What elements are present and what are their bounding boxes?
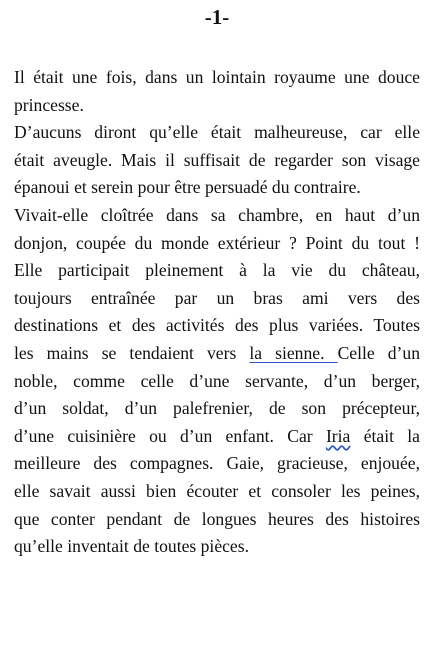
text-segment: d’une cuisinière ou d’un enfant. Car [14, 425, 326, 446]
text-line-with-spellcheck [14, 423, 420, 451]
story-text [14, 64, 420, 561]
text-segment: Celle d’un [337, 342, 421, 363]
spellcheck-marked-word: Iria [325, 425, 351, 446]
text-line: donjon, coupée du monde extérieur ? Point du tout ! [14, 232, 420, 253]
text-line: D’aucuns diront qu’elle était malheureuse, car elle [14, 122, 420, 143]
text-line: épanoui et serein pour être persuadé du contraire. [14, 177, 361, 198]
text-line: était aveugle. Mais il suffisait de regarder son visage [14, 149, 420, 170]
text-line: elle savait aussi bien écouter et consoler les peines, [14, 480, 420, 501]
page-number: -1- [204, 5, 230, 29]
text-line: d’un soldat, d’un palefrenier, de son précepteur, [14, 398, 420, 419]
text-segment: était la [350, 425, 420, 446]
text-line: Elle participait pleinement à la vie du château, [14, 260, 420, 281]
text-line-with-underline [14, 340, 420, 368]
text-line: destinations et des activités des plus variées. Toutes [14, 315, 420, 336]
text-segment: les mains se tendaient vers [14, 342, 250, 363]
text-line: que conter pendant de longues heures des histoires [14, 508, 420, 529]
underlined-text: la sienne. [249, 342, 338, 363]
text-line: Il était une fois, dans un lointain royaume une douce [14, 67, 420, 87]
text-line: toujours entraînée par un bras ami vers des [14, 287, 420, 308]
text-line: princesse. [14, 94, 84, 115]
text-line: qu’elle inventait de toutes pièces. [14, 536, 249, 557]
text-line: Vivait-elle cloîtrée dans sa chambre, en haut d’un [14, 204, 420, 225]
text-line: noble, comme celle d’une servante, d’un berger, [14, 370, 420, 391]
text-line: meilleure des compagnes. Gaie, gracieuse, enjouée, [14, 453, 420, 474]
